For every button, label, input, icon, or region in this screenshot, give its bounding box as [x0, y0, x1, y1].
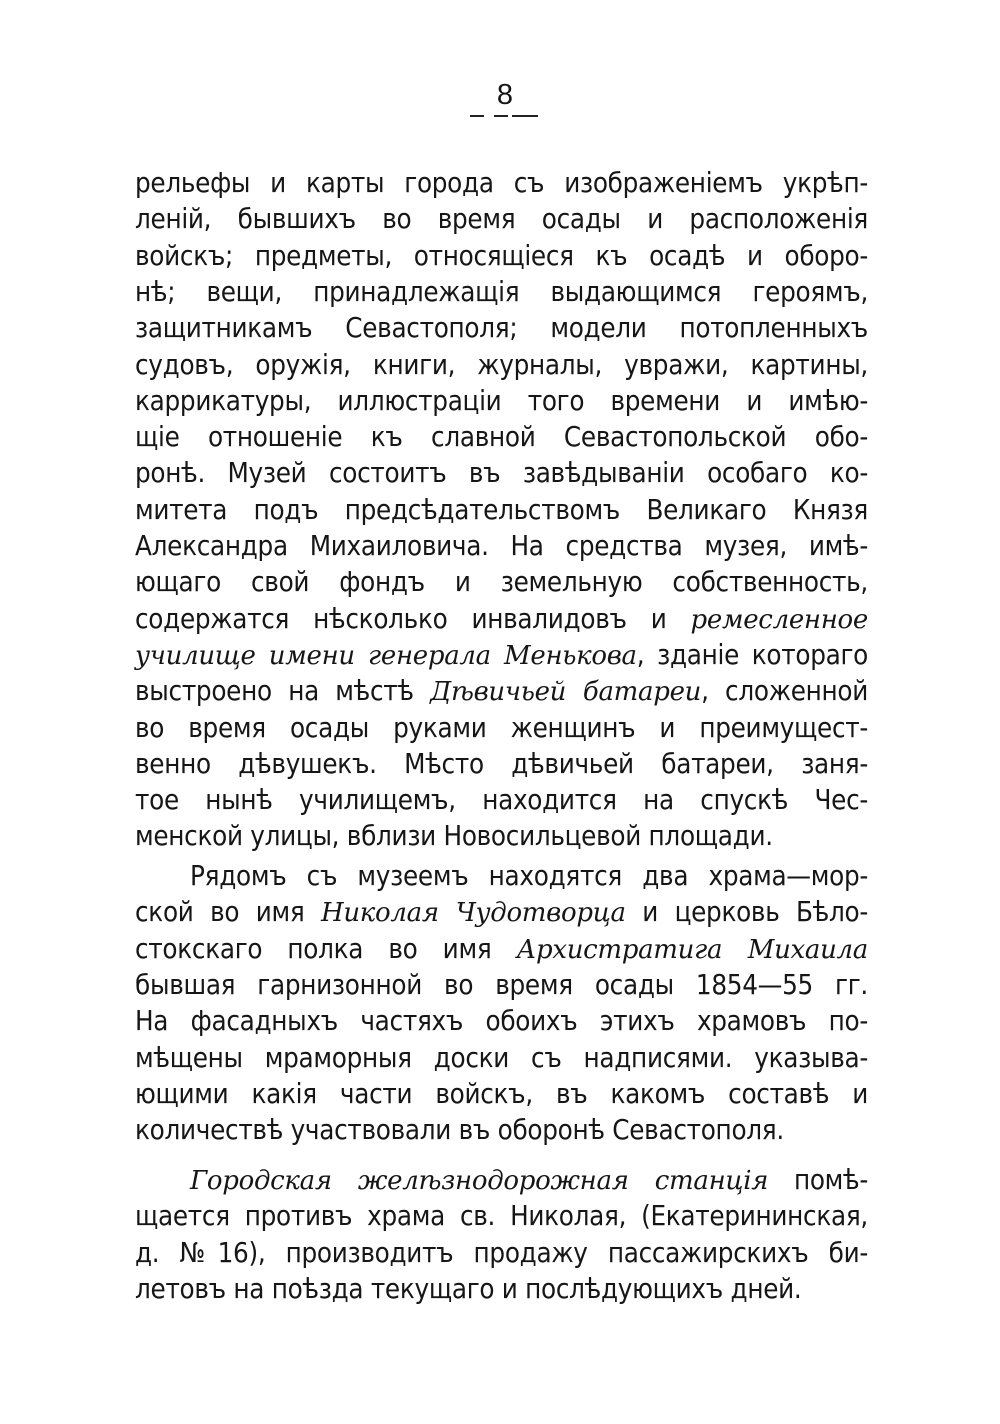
text-line — [135, 782, 868, 818]
text-segment: тое нынѣ училищемъ, находится на спускѣ Чес- — [135, 784, 868, 817]
text-line — [135, 528, 868, 564]
text-line — [135, 673, 868, 709]
text-line — [135, 710, 868, 746]
italic-text: Архистратига Михаила — [516, 934, 868, 965]
page-number-rule — [512, 115, 538, 117]
text-segment: Александра Михаиловича. На средства музея, имѣ- — [135, 530, 868, 562]
italic-text: училище имени генерала Менькова — [135, 640, 637, 671]
italic-text: Николая Чудотворца — [320, 898, 626, 929]
text-segment: судовъ, оружiя, книги, журналы, увражи, картины, — [135, 348, 868, 381]
text-line — [135, 238, 868, 274]
text-segment: щается противъ храма св. Николая, (Екатерининская, — [135, 1200, 868, 1233]
text-segment: венно дѣвушекъ. Мѣсто дѣвичьей батареи, заня- — [135, 747, 868, 780]
text-line — [135, 1112, 868, 1148]
text-line — [135, 1235, 868, 1271]
text-segment: во время осады руками женщинъ и преимущест- — [135, 711, 868, 744]
text-segment: ленiй, бывшихъ во время осады и расположенiя — [135, 203, 868, 236]
text-line — [135, 455, 868, 491]
text-line — [135, 894, 868, 930]
text-segment: ской во имя — [135, 896, 321, 929]
text-segment: ронѣ. Музей состоитъ въ завѣдыванiи особаго ко- — [135, 457, 868, 490]
text-segment: бывшая гарнизонной во время осады 1854—55 гг. — [135, 968, 868, 1001]
text-line — [135, 637, 868, 673]
text-segment: стокскаго полка во имя — [135, 932, 517, 965]
text-line — [135, 492, 868, 528]
text-line — [135, 1040, 868, 1076]
text-line — [190, 858, 868, 894]
text-line — [135, 746, 868, 782]
text-line — [135, 601, 868, 637]
text-segment: содержатся нѣсколько инвалидовъ и — [135, 602, 691, 635]
text-line — [135, 274, 868, 310]
text-line — [135, 383, 868, 419]
text-segment: ющими какiя части войскъ, въ какомъ составѣ и — [135, 1077, 868, 1110]
text-segment: , сложенной — [701, 675, 868, 708]
text-segment: рельефы и карты города съ изображенiемъ укрѣп- — [135, 167, 868, 199]
text-segment: выстроено на мѣстѣ — [135, 675, 431, 708]
page-number-rule — [470, 115, 484, 117]
italic-text: ремесленное — [690, 604, 868, 635]
text-line — [135, 201, 868, 237]
italic-text: Городская желѣзнодорожная станцiя — [190, 1166, 769, 1196]
text-line — [135, 1271, 868, 1307]
text-segment: менской улицы, вблизи Новосильцевой площади. — [135, 820, 773, 853]
text-segment: летовъ на поѣзда текущаго и послѣдующихъ дней. — [135, 1272, 802, 1305]
text-segment: войскъ; предметы, относящiеся къ осадѣ и оборо- — [135, 239, 868, 272]
page-number: 8 — [496, 79, 514, 111]
text-segment: нѣ; вещи, принадлежащiя выдающимся героямъ, — [135, 275, 868, 308]
text-segment: На фасадныхъ частяхъ обоихъ этихъ храмовъ по- — [135, 1005, 868, 1038]
text-segment: и церковь Бѣло- — [625, 896, 868, 929]
text-line — [135, 931, 868, 967]
text-line — [135, 564, 868, 600]
text-line — [135, 165, 868, 201]
text-line — [135, 347, 868, 383]
text-segment: каррикатуры, иллюстрацiи того времени и имѣю- — [135, 384, 868, 417]
text-segment: мѣщены мраморныя доски съ надписями. указыва- — [135, 1041, 868, 1074]
text-segment: защитникамъ Севастополя; модели потопленныхъ — [135, 312, 868, 345]
text-line — [135, 1003, 868, 1039]
text-line — [135, 967, 868, 1003]
text-segment: , зданiе котораго — [636, 638, 868, 671]
text-line — [135, 1198, 868, 1234]
page-number-rule — [494, 115, 508, 117]
text-segment: щiе отношенiе къ славной Севастопольской обо- — [135, 421, 868, 454]
text-segment: помѣ- — [768, 1164, 868, 1196]
text-segment: д. №16), производитъ продажу пассажирскихъ би- — [135, 1236, 868, 1269]
text-line — [135, 1076, 868, 1112]
text-segment: количествѣ участвовали въ оборонѣ Севастополя. — [135, 1114, 784, 1147]
text-segment: ющаго свой фондъ и земельную собственность, — [135, 566, 868, 599]
text-segment: митета подъ предсѣдательствомъ Великаго Князя — [135, 493, 868, 526]
text-line — [190, 1162, 868, 1198]
text-line — [135, 310, 868, 346]
italic-text: Дѣвичьей батареи — [430, 677, 702, 708]
text-line — [135, 818, 868, 854]
text-segment: Рядомъ съ музеемъ находятся два храма—мор- — [190, 860, 868, 892]
text-line — [135, 419, 868, 455]
